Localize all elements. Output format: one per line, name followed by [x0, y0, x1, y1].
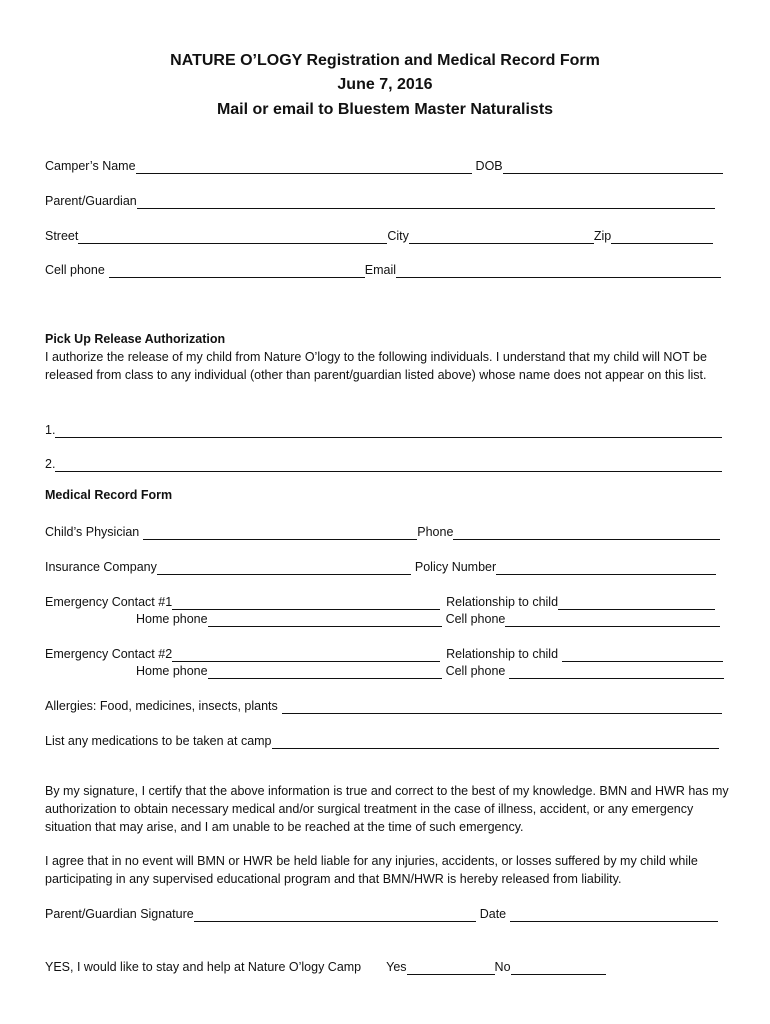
ec1-cell-phone-label: Cell phone: [445, 612, 506, 626]
medications-field[interactable]: [272, 735, 719, 749]
signature-date-field[interactable]: [510, 908, 718, 922]
ec2-cell-phone-field[interactable]: [509, 665, 724, 679]
pickup-item-1-label: 1.: [45, 423, 56, 437]
consent-paragraph-2: I agree that in no event will BMN or HWR be held liable for any injuries, accidents, or losses suffered by my child while participating in any supervised educational program and that BMN/HWR is hereby released from liability.: [45, 854, 698, 886]
physician-phone-label: Phone: [417, 525, 454, 539]
campers-name-field[interactable]: [136, 160, 472, 174]
medical-heading: Medical Record Form: [45, 488, 173, 502]
ec2-row: [45, 644, 723, 662]
email-label: Email: [364, 263, 397, 277]
zip-label: Zip: [593, 229, 612, 243]
pickup-item-1-row: [45, 420, 722, 438]
form-title: NATURE O’LOGY Registration and Medical Record Form: [170, 52, 600, 69]
email-field[interactable]: [396, 264, 721, 278]
policy-number-label: Policy Number: [414, 560, 497, 574]
ec1-phones-row: [136, 609, 720, 627]
ec2-phones-row: [136, 661, 724, 679]
ec1-home-phone-field[interactable]: [208, 613, 442, 627]
ec2-relationship-label: Relationship to child: [446, 647, 559, 661]
ec2-relationship-field[interactable]: [562, 648, 723, 662]
pickup-item-2-label: 2.: [45, 457, 56, 471]
physician-phone-field[interactable]: [453, 526, 720, 540]
ec2-cell-phone-label: Cell phone: [445, 664, 506, 678]
volunteer-no-label: No: [494, 960, 511, 974]
policy-number-field[interactable]: [496, 561, 716, 575]
allergies-row: [45, 696, 722, 714]
campers-name-row: [45, 156, 723, 174]
ec1-relationship-label: Relationship to child: [446, 595, 559, 609]
ec2-label: Emergency Contact #2: [45, 647, 173, 661]
form-date: June 7, 2016: [337, 76, 433, 93]
campers-name-label: Camper’s Name: [45, 159, 136, 173]
address-row: [45, 226, 713, 244]
volunteer-yes-label: Yes: [386, 960, 407, 974]
ec2-home-phone-label: Home phone: [136, 664, 208, 678]
ec1-cell-phone-field[interactable]: [505, 613, 720, 627]
form-instructions: Mail or email to Bluestem Master Naturalists: [216, 101, 554, 118]
pickup-item-2-field[interactable]: [55, 458, 722, 472]
ec1-label: Emergency Contact #1: [45, 595, 173, 609]
ec2-name-field[interactable]: [172, 648, 440, 662]
physician-row: [45, 522, 720, 540]
street-label: Street: [45, 229, 79, 243]
street-field[interactable]: [78, 230, 387, 244]
insurance-label: Insurance Company: [45, 560, 157, 574]
volunteer-yes-field[interactable]: [407, 961, 495, 975]
pickup-item-1-field[interactable]: [55, 424, 722, 438]
medications-label: List any medications to be taken at camp: [45, 734, 272, 748]
consent-paragraph-1: By my signature, I certify that the above information is true and correct to the best of my knowledge. BMN and HWR has my authorization to obtain necessary medical and/or surgical treatment in the case of illness, accident, or any emergency situation that may arise, and I am unable to be reached at the time of such emergency.: [45, 784, 729, 834]
volunteer-label: YES, I would like to stay and help at Nature O’logy Camp: [45, 960, 362, 974]
physician-label: Child’s Physician: [45, 525, 140, 539]
city-label: City: [387, 229, 409, 243]
allergies-field[interactable]: [282, 700, 722, 714]
contact-row: [45, 260, 721, 278]
dob-field[interactable]: [503, 160, 723, 174]
signature-row: [45, 904, 718, 922]
signature-field[interactable]: [194, 908, 476, 922]
cell-phone-label: Cell phone: [45, 263, 105, 277]
ec1-home-phone-label: Home phone: [136, 612, 208, 626]
allergies-label: Allergies: Food, medicines, insects, plants: [45, 699, 278, 713]
ec1-name-field[interactable]: [172, 596, 440, 610]
volunteer-row: [45, 957, 606, 975]
city-field[interactable]: [409, 230, 594, 244]
pickup-text: I authorize the release of my child from Nature O’logy to the following individuals. I understand that my child will NOT be released from class to any individual (other than parent/guardian listed above) whose name does not appear on this list.: [45, 350, 707, 382]
parent-guardian-label: Parent/Guardian: [45, 194, 137, 208]
ec1-relationship-field[interactable]: [558, 596, 715, 610]
parent-guardian-row: [45, 191, 715, 209]
ec1-row: [45, 592, 715, 610]
signature-date-label: Date: [479, 907, 507, 921]
ec2-home-phone-field[interactable]: [208, 665, 442, 679]
pickup-heading: Pick Up Release Authorization: [45, 332, 226, 346]
parent-guardian-field[interactable]: [137, 195, 715, 209]
insurance-field[interactable]: [157, 561, 411, 575]
medications-row: [45, 731, 719, 749]
physician-field[interactable]: [143, 526, 417, 540]
cell-phone-field[interactable]: [109, 264, 365, 278]
pickup-item-2-row: [45, 454, 722, 472]
zip-field[interactable]: [611, 230, 713, 244]
insurance-row: [45, 557, 716, 575]
signature-label: Parent/Guardian Signature: [45, 907, 194, 921]
volunteer-no-field[interactable]: [511, 961, 606, 975]
dob-label: DOB: [475, 159, 503, 173]
